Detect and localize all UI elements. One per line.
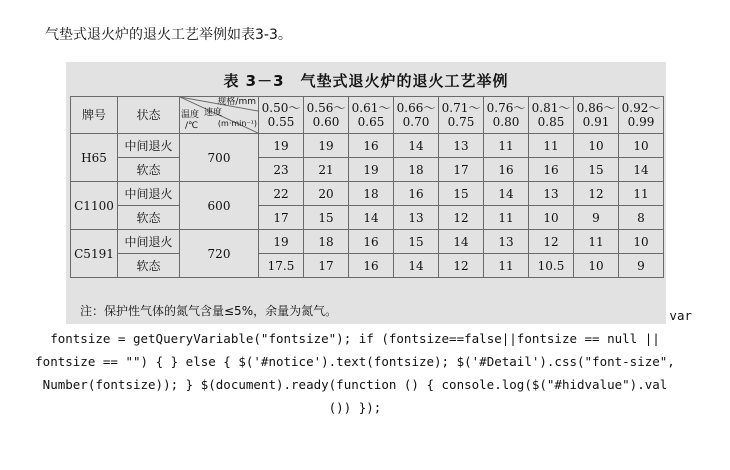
table-row — [71, 254, 664, 278]
value-cell: 19 — [304, 134, 349, 158]
annealing-table — [70, 96, 664, 278]
value-cell: 15 — [439, 182, 484, 206]
code-line: fontsize = getQueryVariable("fontsize"); if (fontsize==false||fontsize == null || — [50, 331, 660, 346]
state-cell: 中间退火 — [118, 230, 180, 254]
value-cell: 14 — [394, 134, 439, 158]
code-line: fontsize == "") { } else { $('#notice').text(fontsize); $('#Detail').css("font-size", — [35, 354, 675, 369]
value-cell: 19 — [259, 134, 304, 158]
value-cell: 13 — [529, 182, 574, 206]
table-row — [71, 230, 664, 254]
value-cell: 14 — [349, 206, 394, 230]
value-cell: 14 — [484, 182, 529, 206]
value-cell: 16 — [394, 182, 439, 206]
header-range: 0.61～ 0.65 — [349, 97, 394, 134]
header-grade: 牌号 — [71, 97, 118, 134]
temp-cell: 700 — [180, 134, 259, 182]
state-cell: 软态 — [118, 158, 180, 182]
value-cell: 11 — [484, 134, 529, 158]
value-cell: 14 — [394, 254, 439, 278]
table-figure — [66, 62, 666, 324]
value-cell: 23 — [259, 158, 304, 182]
value-cell: 14 — [619, 158, 664, 182]
value-cell: 11 — [484, 254, 529, 278]
value-cell: 12 — [574, 182, 619, 206]
header-range: 0.56～ 0.60 — [304, 97, 349, 134]
table-caption: 表 3－3 气垫式退火炉的退火工艺举例 — [223, 72, 509, 90]
table-row — [71, 158, 664, 182]
header-range: 0.71～ 0.75 — [439, 97, 484, 134]
code-line: ()) }); — [328, 400, 382, 415]
value-cell: 19 — [349, 158, 394, 182]
state-cell: 中间退火 — [118, 134, 180, 158]
value-cell: 8 — [619, 206, 664, 230]
value-cell: 17 — [439, 158, 484, 182]
value-cell: 17 — [304, 254, 349, 278]
value-cell: 12 — [529, 230, 574, 254]
value-cell: 11 — [529, 134, 574, 158]
value-cell: 17 — [259, 206, 304, 230]
value-cell: 10 — [574, 134, 619, 158]
temp-cell: 720 — [180, 230, 259, 278]
value-cell: 17.5 — [259, 254, 304, 278]
code-snippet — [10, 304, 700, 419]
value-cell: 15 — [304, 206, 349, 230]
value-cell: 16 — [349, 134, 394, 158]
header-range: 0.81～ 0.85 — [529, 97, 574, 134]
header-state: 状态 — [118, 97, 180, 134]
header-diagonal-cell — [180, 97, 259, 134]
header-range: 0.76～ 0.80 — [484, 97, 529, 134]
value-cell: 10 — [529, 206, 574, 230]
grade-cell: C5191 — [71, 230, 118, 278]
header-speed-label: 速度 — [204, 108, 223, 118]
value-cell: 21 — [304, 158, 349, 182]
header-speed-unit: (m·min⁻¹) — [217, 119, 257, 128]
header-temp-unit: /℃ — [185, 121, 199, 131]
value-cell: 16 — [349, 230, 394, 254]
table-row — [71, 134, 664, 158]
value-cell: 10 — [619, 134, 664, 158]
table-row — [71, 182, 664, 206]
value-cell: 13 — [394, 206, 439, 230]
state-cell: 软态 — [118, 206, 180, 230]
value-cell: 11 — [619, 182, 664, 206]
table-note: 注：保护性气体的氮气含量≤5%，余量为氮气。 — [80, 304, 338, 318]
value-cell: 15 — [394, 230, 439, 254]
value-cell: 13 — [484, 230, 529, 254]
header-range: 0.86～ 0.91 — [574, 97, 619, 134]
header-range: 0.66～ 0.70 — [394, 97, 439, 134]
value-cell: 16 — [529, 158, 574, 182]
code-line: var — [669, 308, 692, 323]
value-cell: 11 — [574, 230, 619, 254]
grade-cell: C1100 — [71, 182, 118, 230]
value-cell: 10.5 — [529, 254, 574, 278]
value-cell: 20 — [304, 182, 349, 206]
state-cell: 中间退火 — [118, 182, 180, 206]
value-cell: 22 — [259, 182, 304, 206]
value-cell: 14 — [439, 230, 484, 254]
header-spec-label: 规格/mm — [217, 97, 256, 107]
value-cell: 9 — [619, 254, 664, 278]
header-range: 0.50～ 0.55 — [259, 97, 304, 134]
intro-paragraph: 气垫式退火炉的退火工艺举例如表3-3。 — [45, 27, 292, 43]
value-cell: 10 — [574, 254, 619, 278]
value-cell: 18 — [349, 182, 394, 206]
header-range: 0.92～ 0.99 — [619, 97, 664, 134]
value-cell: 18 — [394, 158, 439, 182]
value-cell: 11 — [484, 206, 529, 230]
value-cell: 16 — [349, 254, 394, 278]
value-cell: 19 — [259, 230, 304, 254]
state-cell: 软态 — [118, 254, 180, 278]
value-cell: 12 — [439, 254, 484, 278]
value-cell: 18 — [304, 230, 349, 254]
grade-cell: H65 — [71, 134, 118, 182]
header-row — [71, 97, 664, 134]
value-cell: 10 — [619, 230, 664, 254]
value-cell: 16 — [484, 158, 529, 182]
code-line: Number(fontsize)); } $(document).ready(function () { console.log($("#hidvalue").val — [42, 377, 668, 392]
value-cell: 9 — [574, 206, 619, 230]
value-cell: 12 — [439, 206, 484, 230]
table-row — [71, 206, 664, 230]
value-cell: 15 — [574, 158, 619, 182]
value-cell: 13 — [439, 134, 484, 158]
header-temp-label: 温度 — [181, 110, 200, 120]
temp-cell: 600 — [180, 182, 259, 230]
